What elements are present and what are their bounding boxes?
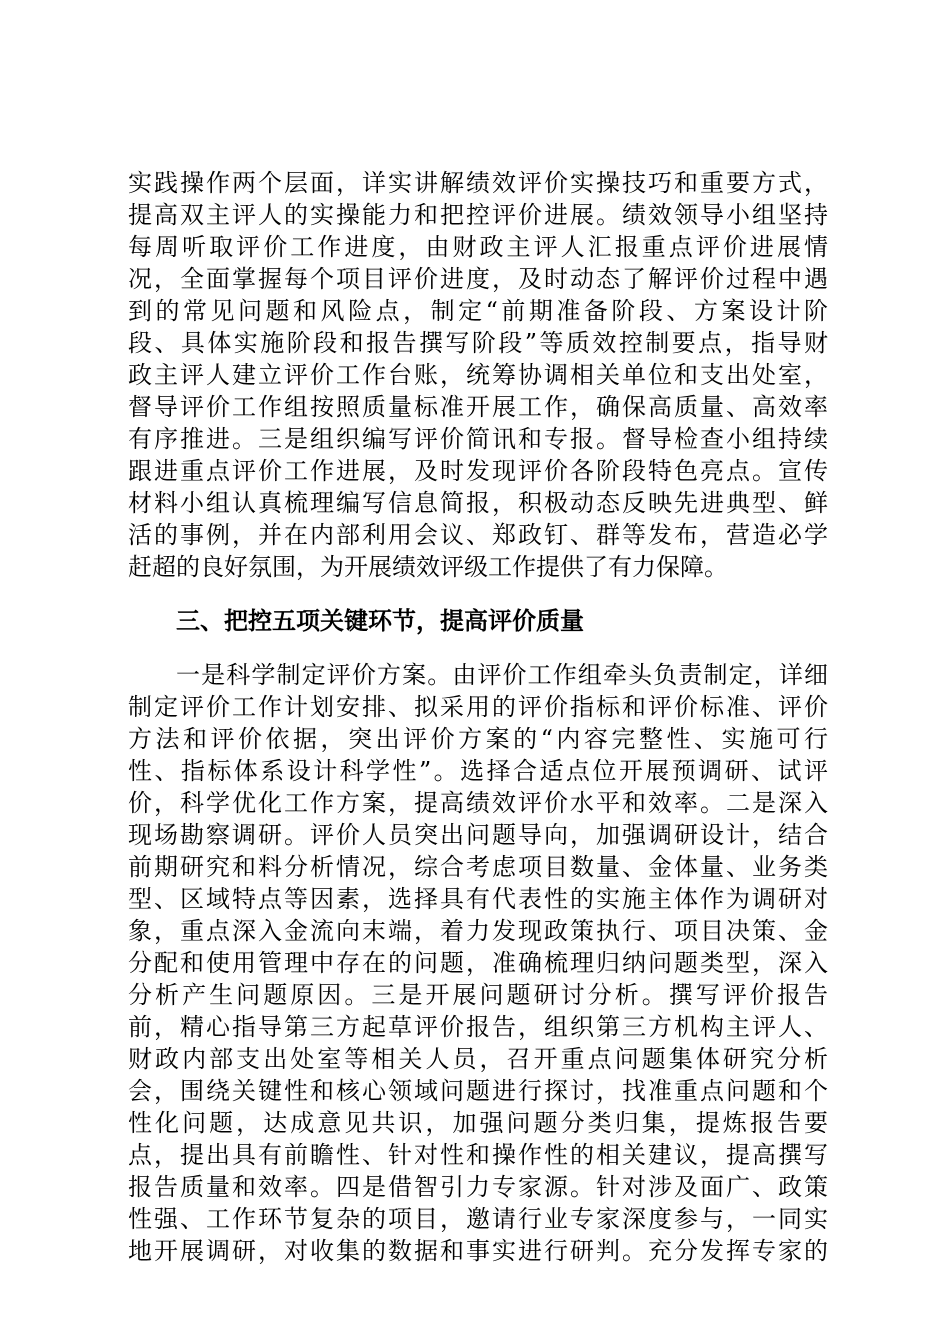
paragraph2-line: 现场勘察调研。评价人员突出问题导向，加强调研设计，结合 <box>128 821 828 849</box>
paragraph2-line: 分析产生问题原因。三是开展问题研讨分析。撰写评价报告 <box>128 981 828 1009</box>
paragraph2-line: 会，围绕关键性和核心领域问题进行探讨，找准重点问题和个 <box>128 1077 828 1105</box>
paragraph2-line: 报告质量和效率。四是借智引力专家源。针对涉及面广、政策 <box>128 1173 828 1201</box>
paragraph1-line: 段、具体实施阶段和报告撰写阶段”等质效控制要点，指导财 <box>128 329 828 357</box>
paragraph2-line: 性化问题，达成意见共识，加强问题分类归集，提炼报告要 <box>128 1109 828 1137</box>
paragraph1-line: 每周听取评价工作进度，由财政主评人汇报重点评价进展情 <box>128 233 828 261</box>
paragraph2-line: 性、指标体系设计科学性”。选择合适点位开展预调研、试评 <box>128 757 828 785</box>
paragraph2-line: 前期研究和料分析情况，综合考虑项目数量、金体量、业务类 <box>128 853 828 881</box>
paragraph1-line: 到的常见问题和风险点，制定“前期准备阶段、方案设计阶 <box>128 297 828 325</box>
paragraph1-line: 督导评价工作组按照质量标准开展工作，确保高质量、高效率 <box>128 393 828 421</box>
paragraph2-line: 性强、工作环节复杂的项目，邀请行业专家深度参与，一同实 <box>128 1205 828 1233</box>
paragraph1-line: 活的事例，并在内部利用会议、郑政钉、群等发布，营造必学 <box>128 521 828 549</box>
paragraph1-line: 政主评人建立评价工作台账，统筹协调相关单位和支出处室， <box>128 361 828 389</box>
paragraph2-line: 价，科学优化工作方案，提高绩效评价水平和效率。二是深入 <box>128 789 828 817</box>
section-heading: 三、把控五项关键环节，提高评价质量 <box>176 607 584 635</box>
paragraph2-line: 前，精心指导第三方起草评价报告，组织第三方机构主评人、 <box>128 1013 828 1041</box>
paragraph2-line: 财政内部支出处室等相关人员，召开重点问题集体研究分析 <box>128 1045 828 1073</box>
paragraph1-line: 材料小组认真梳理编写信息简报，积极动态反映先进典型、鲜 <box>128 489 828 517</box>
paragraph1-line: 实践操作两个层面，详实讲解绩效评价实操技巧和重要方式， <box>128 169 828 197</box>
paragraph2-line: 制定评价工作计划安排、拟采用的评价指标和评价标准、评价 <box>128 693 828 721</box>
paragraph1-line: 赶超的良好氛围，为开展绩效评级工作提供了有力保障。 <box>128 553 728 581</box>
paragraph2-line: 地开展调研，对收集的数据和事实进行研判。充分发挥专家的 <box>128 1237 828 1265</box>
paragraph1-line: 跟进重点评价工作进展，及时发现评价各阶段特色亮点。宣传 <box>128 457 828 485</box>
paragraph1-line: 况，全面掌握每个项目评价进度，及时动态了解评价过程中遇 <box>128 265 828 293</box>
paragraph2-line: 一是科学制定评价方案。由评价工作组牵头负责制定，详细 <box>176 661 828 689</box>
paragraph2-line: 象，重点深入金流向末端，着力发现政策执行、项目决策、金 <box>128 917 828 945</box>
paragraph2-line: 点，提出具有前瞻性、针对性和操作性的相关建议，提高撰写 <box>128 1141 828 1169</box>
paragraph1-line: 有序推进。三是组织编写评价简讯和专报。督导检查小组持续 <box>128 425 828 453</box>
paragraph1-line: 提高双主评人的实操能力和把控评价进展。绩效领导小组坚持 <box>128 201 828 229</box>
paragraph2-line: 方法和评价依据，突出评价方案的“内容完整性、实施可行 <box>128 725 828 753</box>
paragraph2-line: 分配和使用管理中存在的问题，准确梳理归纳问题类型，深入 <box>128 949 828 977</box>
paragraph2-line: 型、区域特点等因素，选择具有代表性的实施主体作为调研对 <box>128 885 828 913</box>
